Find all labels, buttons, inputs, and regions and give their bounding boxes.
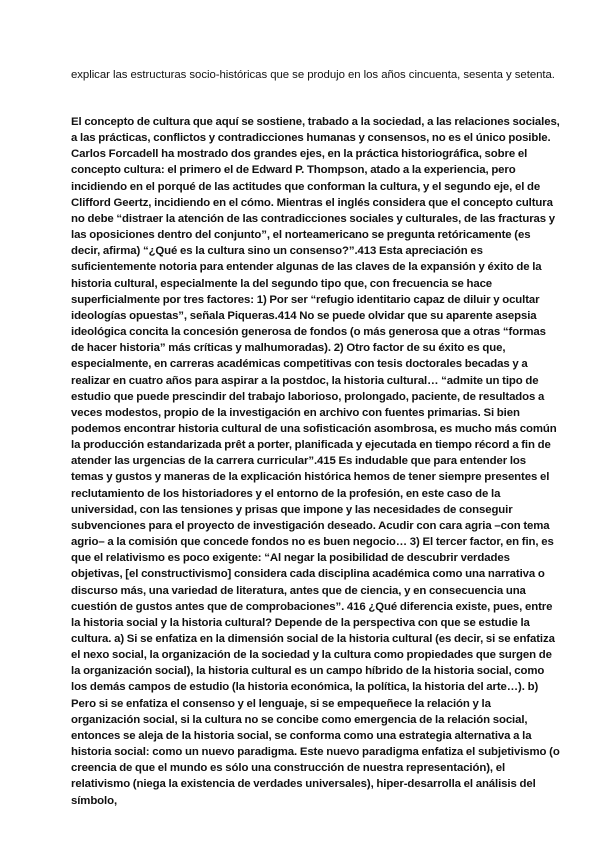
paragraph-intro: explicar las estructuras socio-históricas que se produjo en los años cincuenta, sesenta y setenta.: [71, 69, 555, 81]
paragraph-cultura-concept: El concepto de cultura que aquí se sostiene, trabado a la sociedad, a las relaciones sociales, a las prácticas, conflictos y contradicciones humanas y consensos, no es el único posible. Carlos Forcadell ha mostrado dos grandes ejes, en la práctica historiográfica, sobre el concepto cultura: el primero el de Edward P. Thompson, atado a la experiencia, pero incidiendo en el porqué de las actitudes que conforman la cultura, y el segundo eje, el de Clifford Geertz, incidiendo en el cómo. Mientras el inglés considera que el concepto cultura no debe “distraer la atención de las contradicciones sociales y culturales, de las fracturas y las oposiciones dentro del conjunto”, el norteamericano se pregunta retóricamente (es decir, afirma) “¿Qué es la cultura sino un consenso?”.413 Esta apreciación es suficientemente notoria para entender algunas de las claves de la expansión y éxito de la historia cultural, especialmente la del segundo tipo que, con frecuencia se hace superficialmente por tres factores: 1) Por ser “refugio identitario capaz de diluir y ocultar ideologías opuestas”, señala Piqueras.414 No se puede olvidar que su aparente asepsia ideológica concita la concesión generosa de fondos (o más generosa que a otras “formas de hacer historia” más críticas y malhumoradas). 2) Otro factor de su éxito es que, especialmente, en carreras académicas competitivas con tesis doctorales becadas y a realizar en cuatro años para aspirar a la postdoc, la historia cultural… “admite un tipo de estudio que puede prescindir del trabajo laborioso, prolongado, paciente, de resultados a veces modestos, propio de la investigación en archivo con fuentes primarias. Si bien podemos encontrar historia cultural de una sofisticación asombrosa, es mucho más común la producción estandarizada prêt a porter, planificada y ejecutada en tiempo récord a fin de atender las urgencias de la carrera curricular”.415 Es indudable que para entender los temas y gustos y maneras de la explicación histórica hemos de tener siempre presentes el reclutamiento de los historiadores y el entorno de la profesión, en este caso de la universidad, con las tensiones y prisas que impone y las necesidades de conseguir subvenciones para el proyecto de investigación deseado. Acudir con cara agria –con tema agrio– a la comisión que concede fondos no es buen negocio… 3) El tercer factor, en fin, es que el relativismo es poco exigente: “Al negar la posibilidad de descubrir verdades objetivas, [el constructivismo] considera cada disciplina académica como una narrativa o discurso más, una variedad de literatura, antes que de ciencia, y en consecuencia una cuestión de gustos antes que de comprobaciones”. 416 ¿Qué diferencia existe, pues, entre la historia social y la historia cultural? Depende de la perspectiva con que se estudie la cultura. a) Si se enfatiza en la dimensión social de la historia cultural (es decir, si se enfatiza el nexo social, la organización de la sociedad y la cultura como propiedades que surgen de la organización social), la historia cultural es un campo híbrido de la historia social, como los demás campos de estudio (la historia económica, la política, la historia del arte…). b) Pero si se enfatiza el consenso y el lenguaje, si se empequeñece la relación y la organización social, si la cultura no se concibe como emergencia de la relación social, entonces se aleja de la historia social, se conforma como una estrategia alternativa a la historia social: como un nuevo paradigma. Este nuevo paradigma enfatiza el subjetivismo (o creencia de que el mundo es sólo una construcción de nuestra representación), el relativismo (niega la existencia de verdades universales), hiper-desarrolla el análisis del símbolo,: [71, 116, 560, 807]
